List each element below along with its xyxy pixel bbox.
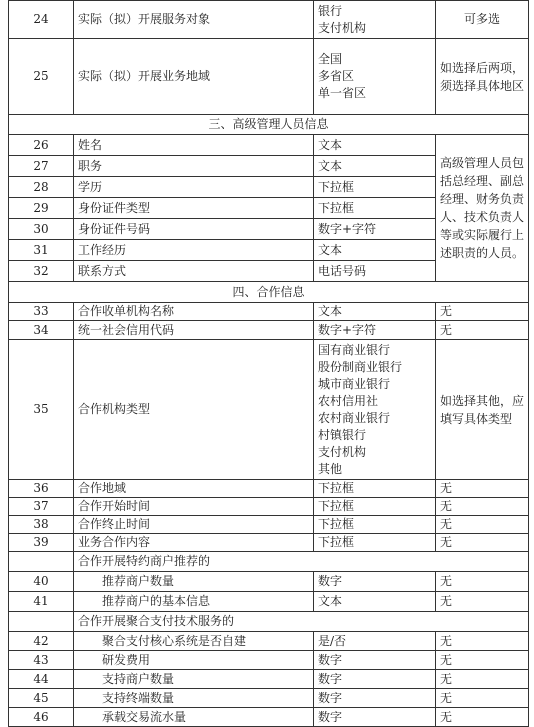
group-header-row — [9, 552, 529, 572]
row-number: 41 — [9, 592, 74, 612]
item-name: 实际（拟）开展业务地域 — [74, 39, 314, 115]
field-type: 下拉框 — [314, 534, 436, 552]
row-number: 31 — [9, 240, 74, 261]
table-row — [9, 303, 529, 321]
row-number: 43 — [9, 651, 74, 670]
note: 如选择其他，应填写具体类型 — [436, 340, 529, 480]
row-number: 33 — [9, 303, 74, 321]
section-title: 四、合作信息 — [9, 282, 529, 303]
row-number: 42 — [9, 632, 74, 651]
row-number: 34 — [9, 321, 74, 340]
item-name: 姓名 — [74, 135, 314, 156]
item-name: 统一社会信用代码 — [74, 321, 314, 340]
item-name: 合作收单机构名称 — [74, 303, 314, 321]
table-row — [9, 592, 529, 612]
note: 无 — [436, 303, 529, 321]
item-name: 工作经历 — [74, 240, 314, 261]
table-row — [9, 632, 529, 651]
item-name: 支持商户数量 — [74, 670, 314, 689]
row-number: 46 — [9, 708, 74, 727]
field-type: 国有商业银行 股份制商业银行 城市商业银行 农村信用社 农村商业银行 村镇银行 支付机构 其他 — [314, 340, 436, 480]
table-row — [9, 670, 529, 689]
table-row — [9, 340, 529, 480]
field-type: 文本 — [314, 592, 436, 612]
note: 无 — [436, 498, 529, 516]
item-name: 合作开始时间 — [74, 498, 314, 516]
group-title: 合作开展聚合支付技术服务的 — [74, 612, 529, 632]
table-row — [9, 39, 529, 115]
group-spacer — [9, 612, 74, 632]
row-number: 35 — [9, 340, 74, 480]
note: 无 — [436, 632, 529, 651]
field-type: 数字 — [314, 572, 436, 592]
item-name: 研发费用 — [74, 651, 314, 670]
group-header-row — [9, 612, 529, 632]
table-row — [9, 135, 529, 156]
item-name: 推荐商户数量 — [74, 572, 314, 592]
field-type: 数字 — [314, 708, 436, 727]
note: 无 — [436, 651, 529, 670]
note: 无 — [436, 670, 529, 689]
table-row — [9, 689, 529, 708]
field-type: 文本 — [314, 135, 436, 156]
item-name: 承载交易流水量 — [74, 708, 314, 727]
note: 无 — [436, 516, 529, 534]
field-type: 数字 — [314, 670, 436, 689]
item-name: 推荐商户的基本信息 — [74, 592, 314, 612]
item-name: 实际（拟）开展服务对象 — [74, 1, 314, 39]
row-number: 36 — [9, 480, 74, 498]
field-type: 银行 支付机构 — [314, 1, 436, 39]
field-type: 下拉框 — [314, 177, 436, 198]
row-number: 45 — [9, 689, 74, 708]
note: 无 — [436, 480, 529, 498]
item-name: 合作机构类型 — [74, 340, 314, 480]
row-number: 32 — [9, 261, 74, 282]
table-row — [9, 651, 529, 670]
section-header-row — [9, 282, 529, 303]
field-type: 数字+字符 — [314, 321, 436, 340]
item-name: 聚合支付核心系统是否自建 — [74, 632, 314, 651]
item-name: 身份证件号码 — [74, 219, 314, 240]
row-number: 30 — [9, 219, 74, 240]
note: 可多选 — [436, 1, 529, 39]
row-number: 37 — [9, 498, 74, 516]
field-type: 文本 — [314, 156, 436, 177]
note: 无 — [436, 572, 529, 592]
row-number: 39 — [9, 534, 74, 552]
item-name: 联系方式 — [74, 261, 314, 282]
table-row — [9, 321, 529, 340]
note: 无 — [436, 592, 529, 612]
section-title: 三、高级管理人员信息 — [9, 115, 529, 135]
row-number: 38 — [9, 516, 74, 534]
row-number: 26 — [9, 135, 74, 156]
row-number: 29 — [9, 198, 74, 219]
section-header-row — [9, 115, 529, 135]
row-number: 24 — [9, 1, 74, 39]
table-row — [9, 516, 529, 534]
field-type: 下拉框 — [314, 498, 436, 516]
note: 高级管理人员包括总经理、副总经理、财务负责人、技术负责人等或实际履行上述职责的人员。 — [436, 135, 529, 282]
table-row — [9, 534, 529, 552]
table-row — [9, 498, 529, 516]
group-title: 合作开展特约商户推荐的 — [74, 552, 529, 572]
item-name: 业务合作内容 — [74, 534, 314, 552]
item-name: 身份证件类型 — [74, 198, 314, 219]
field-type: 数字+字符 — [314, 219, 436, 240]
field-type: 文本 — [314, 240, 436, 261]
field-type: 下拉框 — [314, 516, 436, 534]
field-type: 数字 — [314, 651, 436, 670]
note: 如选择后两项，须选择具体地区 — [436, 39, 529, 115]
table-row — [9, 1, 529, 39]
field-type: 下拉框 — [314, 480, 436, 498]
field-type: 电话号码 — [314, 261, 436, 282]
info-table — [8, 0, 529, 727]
row-number: 27 — [9, 156, 74, 177]
item-name: 学历 — [74, 177, 314, 198]
item-name: 职务 — [74, 156, 314, 177]
row-number: 40 — [9, 572, 74, 592]
row-number: 44 — [9, 670, 74, 689]
field-type: 文本 — [314, 303, 436, 321]
note: 无 — [436, 708, 529, 727]
field-type: 全国 多省区 单一省区 — [314, 39, 436, 115]
item-name: 支持终端数量 — [74, 689, 314, 708]
row-number: 25 — [9, 39, 74, 115]
item-name: 合作地域 — [74, 480, 314, 498]
table-row — [9, 480, 529, 498]
note: 无 — [436, 534, 529, 552]
field-type: 下拉框 — [314, 198, 436, 219]
item-name: 合作终止时间 — [74, 516, 314, 534]
field-type: 是/否 — [314, 632, 436, 651]
group-spacer — [9, 552, 74, 572]
table-row — [9, 572, 529, 592]
note: 无 — [436, 321, 529, 340]
row-number: 28 — [9, 177, 74, 198]
table-row — [9, 708, 529, 727]
field-type: 数字 — [314, 689, 436, 708]
note: 无 — [436, 689, 529, 708]
